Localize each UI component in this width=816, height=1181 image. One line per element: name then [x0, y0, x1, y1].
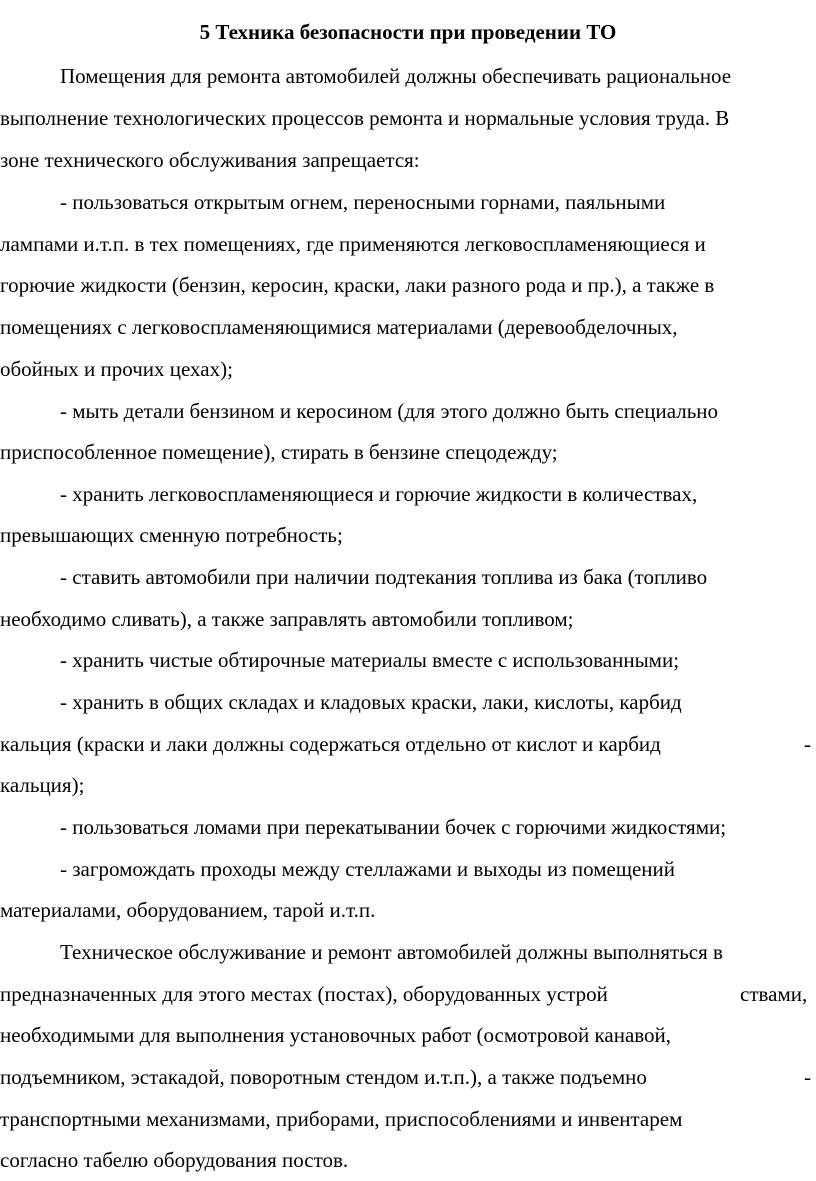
text-line: согласно табелю оборудования постов. — [0, 1148, 349, 1172]
text-line: предназначенных для этого местах (постах), оборудованных устрой — [0, 982, 608, 1006]
text-line: Техническое обслуживание и ремонт автомобилей должны выполняться в — [60, 940, 723, 964]
text-line: превышающих сменную потребность; — [0, 523, 343, 547]
list-item-line: - загромождать проходы между стеллажами и выходы из помещений — [60, 857, 676, 881]
list-item-line: - пользоваться ломами при перекатывании бочек с горючими жидкостями; — [60, 815, 727, 839]
list-item-line: - хранить легковоспламеняющиеся и горючие жидкости в количествах, — [60, 482, 698, 506]
list-item-line: - хранить чистые обтирочные материалы вместе с использованными; — [60, 648, 680, 672]
text-line: кальция (краски и лаки должны содержаться отдельно от кислот и карбид — [0, 732, 661, 756]
text-line: необходимыми для выполнения установочных работ (осмотровой канавой, — [0, 1023, 672, 1047]
list-item-line: - ставить автомобили при наличии подтекания топлива из бака (топливо — [60, 565, 708, 589]
text-line: транспортными механизмами, приборами, приспособлениями и инвентарем — [0, 1107, 683, 1131]
text-line: Помещения для ремонта автомобилей должны обеспечивать рациональное — [60, 64, 732, 88]
list-item-line: - пользоваться открытым огнем, переносными горнами, паяльными — [60, 190, 666, 214]
text-line: необходимо сливать), а также заправлять автомобили топливом; — [0, 607, 574, 631]
list-item-line: - хранить в общих складах и кладовых краски, лаки, кислоты, карбид — [60, 690, 682, 714]
text-line: помещениях с легковоспламеняющимися материалами (деревообделочных, — [0, 315, 678, 339]
text-line: материалами, оборудованием, тарой и.т.п. — [0, 898, 376, 922]
text-fragment: ствами, — [740, 982, 808, 1006]
text-line: обойных и прочих цехах); — [0, 357, 233, 381]
text-line: горючие жидкости (бензин, керосин, краски, лаки разного рода и пр.), а также в — [0, 273, 715, 297]
stray-dash: - — [804, 732, 811, 756]
text-line: приспособленное помещение), стирать в бензине спецодежду; — [0, 440, 558, 464]
list-item-line: - мыть детали бензином и керосином (для этого должно быть специально — [60, 399, 719, 423]
stray-dash: - — [804, 1065, 811, 1089]
text-line: кальция); — [0, 773, 85, 797]
text-line: лампами и.т.п. в тех помещениях, где применяются легковоспламеняющиеся и — [0, 232, 706, 256]
text-line: зоне технического обслуживания запрещается: — [0, 148, 420, 172]
text-line: выполнение технологических процессов ремонта и нормальные условия труда. В — [0, 106, 730, 130]
text-line: подъемником, эстакадой, поворотным стендом и.т.п.), а также подъемно — [0, 1065, 647, 1089]
page-title: 5 Техника безопасности при проведении ТО — [199, 20, 617, 44]
